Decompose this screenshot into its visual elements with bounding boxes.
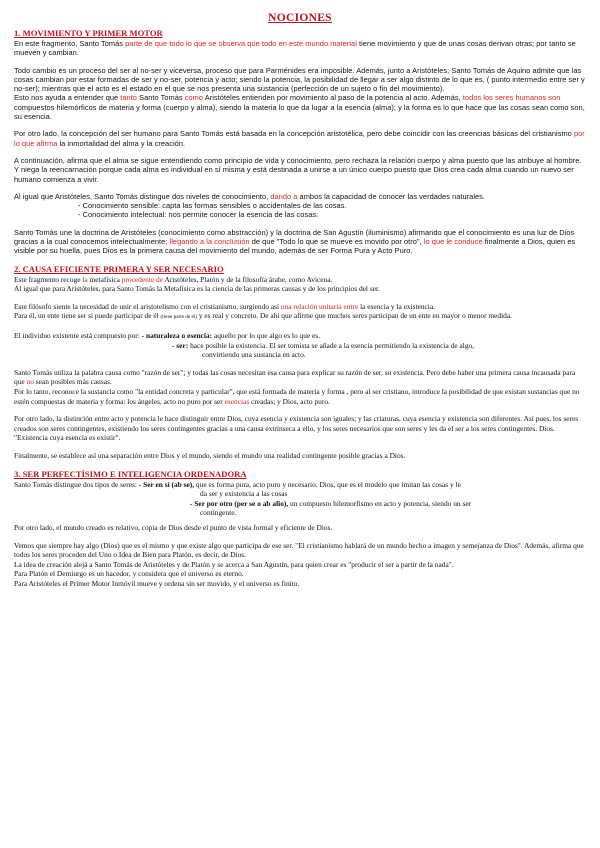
s2-paragraph-4: Santo Tomás utiliza la palabra causa como "razón de ser"; y todas las cosas necesitan esa causa para explicar su razón de ser, su existencia. Pero debe haber una primera causa incausada para que no sean posibles más causas. [14,367,576,387]
s1-paragraph-6: Santo Tomás une la doctrina de Aristóteles (conocimiento como abstracción) y la doctrina de San Agustín (iluminismo) afirmando que el conocimiento es una luz de Dios gracias a la cual conocemos intelectualmente; llegando a la conclusión de que "Todo lo que se mueve es movido por otro", lo que le conduce finalmente a Dios, quien es visible por su huella, pues Dios es la primera causa del movimiento del mundo, además de ser Forma Pura y Acto Puro. [14,227,576,256]
s2-paragraph-1: Este fragmento recoge la metafísica procedente de Aristóteles, Platón y de la filosofía árabe, como Avicena. [14,274,333,284]
s1-paragraph-1: En este fragmento, Santo Tomás parte de que todo lo que se observa que todo en este mundo material tiene movimiento y que de unas cosas derivan otras; por tanto se mueven y cambian. [14,39,576,58]
s3-paragraph-1d: contingente. [200,508,237,518]
s2-paragraph-3a: El individuo existente está compuesto por: - naturaleza o esencia: aquello por lo que algo es lo que es. [14,331,321,341]
list-item: - Conocimiento sensible: capta las formas sensibles o accidentales de las cosas. [78,201,347,211]
s1-paragraph-2: Todo cambio es un proceso del ser al no-ser y viceversa, proceso que para Parménides era imposible. Además, junto a Aristóteles, Santo Tomás de Aquino admite que las cosas cambian por estar formadas de ser y no-ser, potencia y acto; siendo la potencia, la posibilidad de llegar a ser algo distinto de lo que es, ( punto intermedio entre ser y no-ser); mientras que el acto es el estado en el que se nos presenta una sustancia (perfección de un sujeto o fin del movimiento). Esto nos ayuda a entender que tanto Santo Tomás como Aristóteles entienden por movimiento al paso de la potencia al acto. Además, todos los seres humanos son compuestos hilemórficos de materia y forma (cuerpo y alma), siendo la materia lo que da lugar a la esencia (alma); y la forma es lo que hace que las cosas sean como son, su esencia. [14,65,585,122]
s3-paragraph-6: Para Aristóteles el Primer Motor Inmóvil mueve y ordena sin ser movido, y el universo es finito. [14,578,300,588]
s3-paragraph-1b: da ser y existencia a las cosas [200,489,288,499]
s1-paragraph-4: A continuación, afirma que el alma se sigue entendiendo como principio de vida y conocimiento, pero rechaza la relación cuerpo y alma puesto que las atribuye al hombre. Y niega la reencarnación porque cada alma es individual en sí misma y está destinada a unirse a un único cuerpo puesto que Dios crea cada alma cuando un nuevo ser humano comienza a vivir. [14,155,582,184]
s2-paragraph-1b: Al igual que para Aristóteles, para Santo Tomás la Metafísica es la ciencia de las primeras causas y de los principios del ser. [14,284,380,294]
s3-paragraph-4: La idea de creación alejá a Santo Tomás de Aristóteles y de Platón y se acerca a San Agustín, para quien crear es "producir el ser a partir de la nada". [14,559,454,569]
section-2-heading: 2. CAUSA EFICIENTE PRIMERA Y SER NECESARIO [14,263,224,274]
s2-paragraph-3b: - ser: hace posible la existencia. El ser tomista se añade a la esencia permitiendo la existencia de algo, [172,340,475,350]
s2-paragraph-5: Por otro lado, la distinción entre acto y potencia le hace distinguir entre Dios, cuya esencia y existencia son iguales; y las criaturas, cuya esencia y existencia son diferentes. Así pues, los seres creados son seres contingentes, existiendo los seres contingentes gracias a una causa extrínseca a ello, y los seres necesarios que son seres y les da el ser a los seres contingentes. Dios. "Existencia cuya esencia es existir". [14,414,579,443]
s2-paragraph-3c: convirtiendo una sustancia en acto. [202,350,306,360]
s2-paragraph-2: Este filósofo siente la necesidad de unir el aristotelismo con el cristianismo, surgiendo así una relación unitaria entre la esencia y la existencia. [14,301,435,311]
s3-paragraph-5: Para Platón el Demiurgo es un hacedor, y considera que el universo es eterno. [14,569,244,579]
section-3-heading: 3. SER PERFECTÍSIMO E INTELIGENCIA ORDENADORA [14,468,247,479]
section-1-heading: 1. MOVIMIENTO Y PRIMER MOTOR [14,28,163,38]
s3-paragraph-1a: Santo Tomás distingue dos tipos de seres: - Ser en sí (ab se), que es forma pura, acto puro y necesario. Dios, que es el modelo que imitan las cosas y le [14,479,461,489]
list-item: - Conocimiento intelectual: nos permite conocer la esencia de las cosas. [78,210,319,220]
s2-paragraph-6: Finalmente, se establece así una separación entre Dios y el mundo, siendo el mundo una realidad contingente posible gracias a Dios. [14,450,406,460]
s2-paragraph-2b: Para él, un ente tiene ser si puede participar de él (tiene parte de él) y es real y concreto. De ahí que afirme que muchos seres participan de un ente en mayor o menor medida. [14,311,512,321]
s1-paragraph-5: Al igual que Aristóteles, Santo Tomás distingue dos niveles de conocimiento, dando a ambos la capacidad de conocer las verdades naturales. [14,191,486,201]
s1-paragraph-3: Por otro lado, la concepción del ser humano para Santo Tomás está basada en la concepción aristotélica, pero debe coincidir con las creencias básicas del cristianismo por lo que afirma la inmortalidad del alma y la creación. [14,129,585,148]
s2-paragraph-4b: Por lo tanto, reconoce la sustancia como "la entidad concreta y particular", que está formada de materia y forma , pero al ser cristiano, introduce la posibilidad de que existan sustancias que no estén compuestas de materia y forma: los ángeles, acto no puro por ser esencias creadas; y Dios, acto puro. [14,386,580,406]
s3-paragraph-1c: - Ser por otro (per se o ab alio), un compuesto hilemorfismo en acto y potencia, siendo un ser [190,498,472,508]
section-3-body [14,480,586,589]
section-1-body [14,39,586,256]
section-2-body [14,275,586,461]
s3-paragraph-3: Vemos que siempre hay algo (Dios) que es el mismo y que existe algo que participa de ese ser. "El cristianismo hablará de un mundo hecho a imagen y semejanza de Dios". Además, afirma que todos los seres proceden del Uno o Idea de Bien para Platón, es decir, de Dios. [14,540,584,560]
page-title: NOCIONES [268,12,332,24]
s3-paragraph-2: Por otro lado, el mundo creado es relativo, copia de Dios desde el punto de vista formal y eficiente de Dios. [14,522,333,532]
